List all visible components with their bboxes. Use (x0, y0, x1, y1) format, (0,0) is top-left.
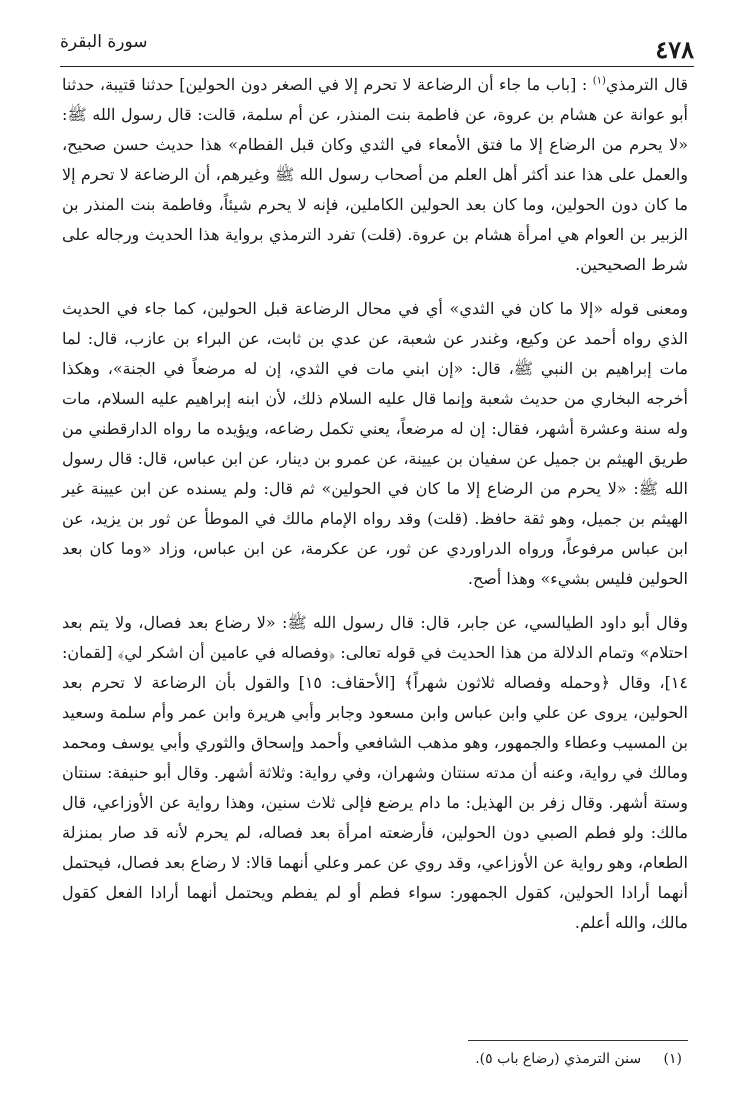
surah-title: سورة البقرة (60, 32, 148, 52)
footnote-text: سنن الترمذي (رضاع باب ٥). (475, 1051, 642, 1067)
footnote (475, 1048, 682, 1070)
paragraph-3-text: وقال أبو داود الطيالسي، عن جابر، قال: قال رسول الله ﷺ: «لا رضاع بعد فصال، ولا يتم بعد احتلام» وتمام الدلالة من هذا الحديث في قوله تعالى: ﴿وفصاله في عامين أن اشكر لي﴾ [لقمان: ١٤]، وقال ﴿وحمله وفصاله ثلاثون شهراً﴾ [الأحقاف: ١٥] والقول بأن الرضاعة لا تحرم بعد الحولين، يروى عن علي وابن عباس وابن مسعود وجابر وأبي هريرة وابن عمر وأم سلمة وسعيد بن المسيب وعطاء والجمهور، وهو مذهب الشافعي وأحمد وإسحاق والثوري وأبي يوسف ومحمد ومالك في رواية، وعنه أن مدته سنتان وشهران، وفي رواية: وثلاثة أشهر. وقال أبو حنيفة: سنتان وستة أشهر. وقال زفر بن الهذيل: ما دام يرضع فإلى ثلاث سنين، وهذا رواية عن الأوزاعي، قال مالك: ولو فطم الصبي دون الحولين، فأرضعته امرأة بعد فصاله، لم يحرم لأنه قد صار بمنزلة الطعام، وهو رواية عن الأوزاعي، وقد روي عن عمر وعلي أنهما قالا: لا رضاع بعد فصال، فيحتمل أنهما أرادا الحولين، كقول الجمهور: سواء فطم أو لم يفطم ويحتمل أنهما أرادا الفعل كقول مالك، والله أعلم. (62, 613, 689, 932)
footnote-number: (١) (663, 1051, 682, 1067)
page-number: ٤٧٨ (655, 35, 694, 64)
paragraph-1-text: قال الترمذي$^{(١)}$ : [باب ما جاء أن الرضاعة لا تحرم إلا في الصغر دون الحولين] حدثنا قتيبة، حدثنا أبو عوانة عن هشام بن عروة، عن فاطمة بنت المنذر، عن أم سلمة، قالت: قال رسول الله ﷺ: «لا يحرم من الرضاع إلا ما فتق الأمعاء في الثدي وكان قبل الفطام» هذا حديث حسن صحيح، والعمل على هذا عند أكثر أهل العلم من أصحاب رسول الله ﷺ وغيرهم، أن الرضاعة لا تحرم إلا ما كان دون الحولين، وما كان بعد الحولين الكاملين، فإنه لا يحرم شيئاً، وفاطمة بنت المنذر بن الزبير بن العوام هي امرأة هشام بن عروة. (قلت) تفرد الترمذي برواية هذا الحديث ورجاله على شرط الصحيحين. (62, 75, 689, 274)
page-header (60, 30, 694, 67)
paragraph-3 (62, 608, 688, 938)
paragraph-2-text: ومعنى قوله «إلا ما كان في الثدي» أي في محال الرضاعة قبل الحولين، كما جاء في الحديث الذي رواه أحمد عن وكيع، وغندر عن شعبة، عن عدي بن ثابت، عن البراء بن عازب، قال: لما مات إبراهيم بن النبي ﷺ، قال: «إن ابني مات في الثدي، إن له مرضعاً في الجنة»، وهكذا أخرجه البخاري من حديث شعبة وإنما قال عليه السلام ذلك، لأن ابنه إبراهيم عليه السلام، مات وله سنة وعشرة أشهر، فقال: إن له مرضعاً، يعني تكمل رضاعه، ويؤيده ما رواه الدارقطني من طريق الهيثم بن جميل عن سفيان بن عيينة، عن عمرو بن دينار، عن ابن عباس، قال: قال رسول الله ﷺ: «لا يحرم من الرضاع إلا ما كان في الحولين» ثم قال: ولم يسنده عن ابن عيينة غير الهيثم بن جميل، وهو ثقة حافظ. (قلت) وقد رواه الإمام مالك في الموطأ عن ثور بن يزيد، عن ابن عباس مرفوعاً، ورواه الدراوردي عن ثور، عن عكرمة، عن ابن عباس، وزاد «وما كان بعد الحولين فليس بشيء» وهذا أصح. (62, 299, 689, 588)
footnote-divider (468, 1040, 688, 1041)
main-text (62, 70, 688, 952)
paragraph-2 (62, 294, 688, 594)
footnote-marker: (١) (592, 75, 606, 87)
paragraph-1 (62, 70, 688, 280)
